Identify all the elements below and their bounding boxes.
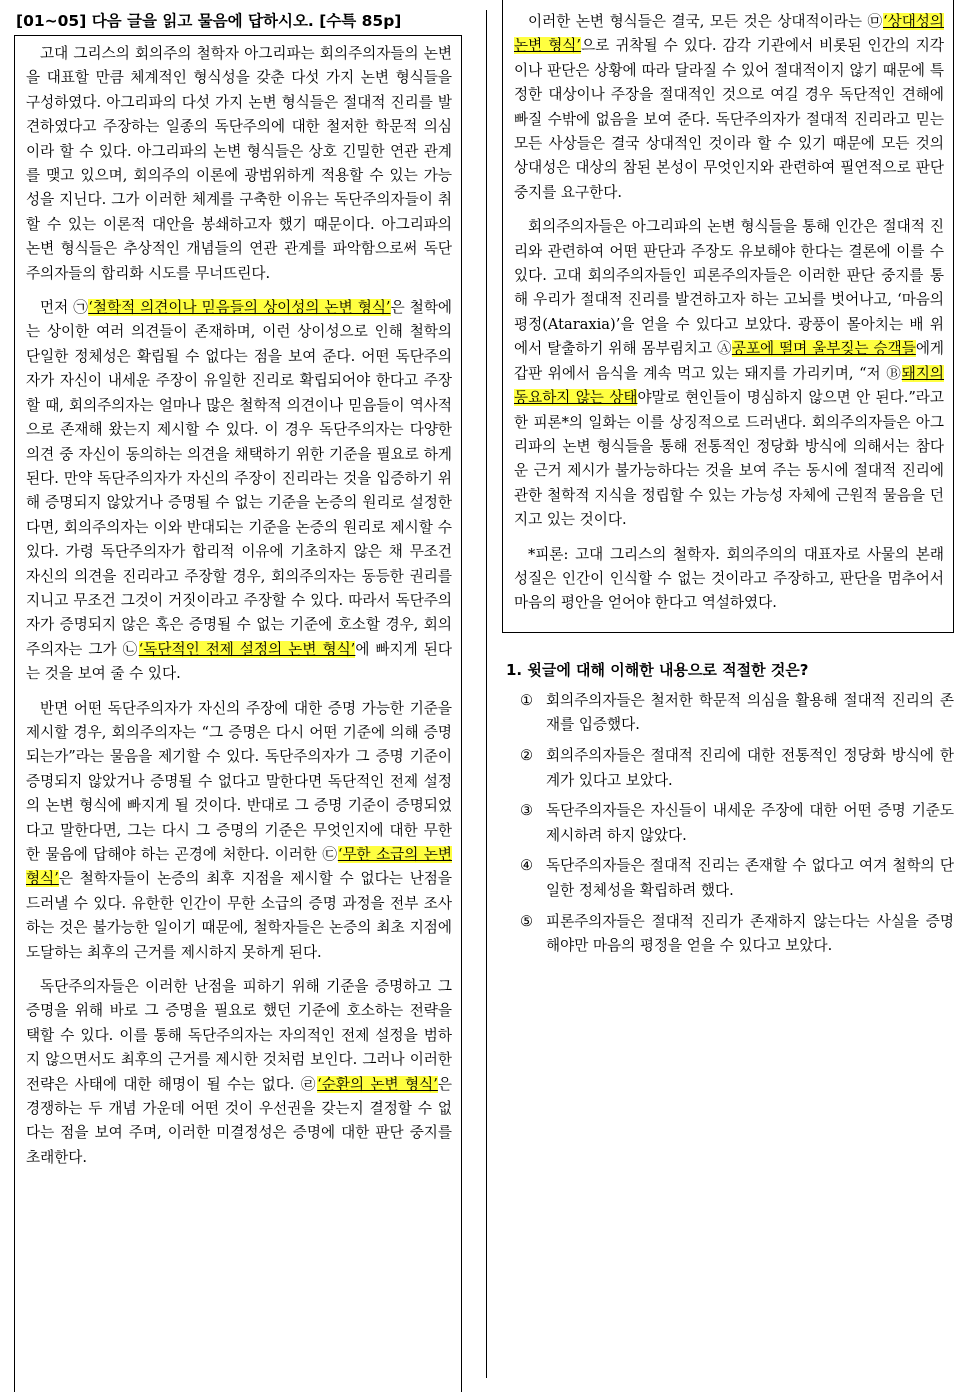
option-text: 회의주의자들은 절대적 진리에 대한 전통적인 정당화 방식에 한계가 있다고 보았다. — [546, 746, 954, 789]
paragraph-1: 고대 그리스의 회의주의 철학자 아그리파는 회의주의자들의 논변을 대표할 만큼 체계적인 형식성을 갖춘 다섯 가지 논변 형식들을 구성하였다. 아그리파의 다섯 가지 논변 형식들은 절대적 진리를 발견하였다고 주장하는 일종의 독단주의에 대한 철저한 학문적 의심이라 할 수 있다. 아그리파의 논변 형식들은 상호 긴밀한 연관 관계를 맺고 있으며, 회의주의 이론에 광범위하게 적용할 수 있는 가능성을 지닌다. 그가 이러한 체계를 구축한 이유는 독단주의자들이 취할 수 있는 이론적 대안을 봉쇄하고자 했기 때문이다. 아그리파의 논변 형식들은 추상적인 개념들의 연관 관계를 파악함으로써 독단주의자들의 합리화 시도를 무너뜨린다. — [26, 45, 452, 282]
paragraph-2 — [26, 296, 452, 687]
left-column — [14, 0, 462, 1392]
passage-box-left — [14, 36, 462, 1392]
paragraph-3-body: 은 철학자들이 논증의 최후 지점을 제시할 수 없다는 난점을 드러낼 수 있다. 유한한 인간이 무한 소급의 증명 과정을 전부 조사하는 것은 불가능한 일이기 때문에, 철학자들은 논증의 최초 지점에 도달하는 최후의 근거를 제시하지 못하게 된다. — [26, 870, 452, 961]
highlight-argument-c: ‘무한 소급의 논변 형식’ — [26, 846, 452, 888]
passage-header: [01~05] 다음 글을 읽고 물음에 답하시오. [수특 85p] — [14, 0, 462, 36]
option-text: 독단주의자들은 절대적 진리는 존재할 수 없다고 여겨 철학의 단일한 정체성을 확립하려 했다. — [546, 857, 954, 899]
footnote: *피론: 고대 그리스의 철학자. 회의주의의 대표자로 사물의 본래 성질은 인간이 인식할 수 없는 것이라고 주장하고, 판단을 멈추어서 마음의 평안을 얻어야 한다고 역설하였다. — [514, 545, 944, 612]
highlight-argument-a: ‘철학적 의견이나 믿음들의 상이성의 논변 형식’ — [88, 299, 391, 317]
option-number: ① — [520, 691, 534, 709]
option-number: ⑤ — [520, 912, 534, 930]
paragraph-3-lead: 반면 어떤 독단주의자가 자신의 주장에 대한 증명 가능한 기준을 제시할 경우, 회의주의자는 “그 증명은 다시 어떤 기준에 의해 증명되는가”라는 물음을 제기할 수 있다. 독단주의자가 그 증명 기준이 증명되지 않았거나 증명될 수 없다고 말한다면 독단적인 전제 설정의 논변 형식에 빠지게 될 것이다. 반대로 그 증명 기준이 증명되었다고 말한다면, 그는 다시 그 증명의 기준은 무엇인지에 대한 무한한 물음에 답해야 하는 곤경에 처한다. 이러한 ㉢ — [26, 699, 452, 863]
option-number: ③ — [520, 802, 534, 820]
paragraph-4-body: 은 경쟁하는 두 개념 가운데 어떤 것이 우선권을 갖는지 결정할 수 없다는 점을 보여 주며, 이러한 미결정성은 증명에 대한 판단 중지를 초래한다. — [26, 1075, 452, 1166]
passage-box-right — [502, 0, 954, 633]
option-text: 회의주의자들은 철저한 학문적 의심을 활용해 절대적 진리의 존재를 입증했다. — [546, 691, 954, 734]
paragraph-5 — [514, 10, 944, 205]
paragraph-6-mid: 에게 갑판 위에서 음식을 계속 먹고 있는 돼지를 가리키며, “저 Ⓑ — [514, 340, 945, 382]
highlight-pig-state: 돼지의 동요하지 않는 상태 — [514, 364, 944, 407]
option-text: 독단주의자들은 자신들이 내세운 주장에 대한 어떤 증명 기준도 제시하려 하지 않았다. — [546, 802, 954, 844]
paragraph-2-lead: 먼저 ㉠ — [40, 299, 89, 317]
paragraph-4 — [26, 975, 452, 1170]
highlight-argument-d: ‘순환의 논변 형식’ — [317, 1075, 438, 1093]
highlight-passengers: 공포에 떨며 울부짖는 승객들 — [731, 340, 916, 358]
column-divider — [486, 10, 487, 1378]
answer-option-4[interactable] — [520, 854, 954, 903]
paragraph-6-end: 야말로 현인들이 명심하지 않으면 안 된다.”라고 한 피론*의 일화는 이를 상징적으로 드러낸다. 회의주의자들은 아그리파의 논변 형식들을 통해 전통적인 정당화 방식에 의해서는 참다운 근거 제시가 불가능하다는 것을 보여 주는 동시에 절대적 진리에 관한 철학적 지식을 정립할 수 있는 가능성 자체에 근원적 물음을 던지고 있는 것이다. — [514, 389, 945, 529]
paragraph-4-lead: 독단주의자들은 이러한 난점을 피하기 위해 기준을 증명하고 그 증명을 위해 바로 그 증명을 필요로 했던 기준에 호소하는 전략을 택할 수 있다. 이를 통해 독단주의자는 자의적인 전제 설정을 범하지 않으면서도 최후의 근거를 제시한 것처럼 보인다. 그러나 이러한 전략은 사태에 대한 해명이 될 수는 없다. ㉣ — [26, 978, 452, 1093]
paragraph-6-lead: 회의주의자들은 아그리파의 논변 형식들을 통해 인간은 절대적 진리와 관련하여 어떤 판단과 주장도 유보해야 한다는 결론에 이를 수 있다. 고대 회의주의자들인 피론주의자들은 이러한 판단 중지를 통해 우리가 절대적 진리를 발견하고자 하는 고뇌를 벗어나고, ‘마음의 평정(Ataraxia)’을 얻을 수 있다고 보았다. 광풍이 몰아치는 배 위에서 탈출하기 위해 몸부림치고 Ⓐ — [514, 218, 944, 358]
paragraph-3 — [26, 697, 452, 965]
highlight-argument-e: ‘상대성의 논변 형식’ — [514, 13, 944, 55]
answer-option-5[interactable] — [520, 910, 954, 959]
right-column — [502, 0, 954, 965]
paragraph-5-body: 으로 귀착될 수 있다. 감각 기관에서 비롯된 인간의 지각이나 판단은 상황에 따라 달라질 수 있어 절대적이지 않기 때문에 특정한 대상이나 주장을 절대적인 것으로 여길 경우 독단적인 견해에 빠질 수밖에 없음을 보여 준다. 독단주의자가 절대적 진리라고 믿는 모든 사상들은 결국 상대적인 것이라 할 수 있기 때문에 모든 것의 상대성은 대상의 참된 본성이 무엇인지와 관련하여 필연적으로 판단 중지를 요구한다. — [514, 37, 945, 201]
paragraph-6 — [514, 215, 944, 532]
answer-option-2[interactable] — [520, 744, 954, 793]
answer-option-1[interactable] — [520, 689, 954, 738]
paragraph-2-end: 에 빠지게 된다는 것을 보여 줄 수 있다. — [26, 640, 452, 683]
question-1 — [502, 659, 954, 959]
option-number: ② — [520, 746, 534, 764]
paragraph-5-lead: 이러한 논변 형식들은 결국, 모든 것은 상대적이라는 ㉤ — [528, 13, 883, 30]
answer-option-3[interactable] — [520, 799, 954, 848]
highlight-argument-b: ‘독단적인 전제 설정의 논변 형식’ — [138, 640, 356, 658]
question-title: 1. 윗글에 대해 이해한 내용으로 적절한 것은? — [506, 660, 809, 679]
option-text: 피론주의자들은 절대적 진리가 존재하지 않는다는 사실을 증명해야만 마음의 평정을 얻을 수 있다고 보았다. — [546, 912, 954, 955]
option-number: ④ — [520, 857, 534, 875]
paragraph-2-body: 은 철학에는 상이한 여러 의견들이 존재하며, 이런 상이성으로 인해 철학의 단일한 정체성은 확립될 수 없다는 점을 보여 준다. 어떤 독단주의자가 자신이 내세운 주장이 유일한 진리로 확립되어야 한다고 주장할 때, 회의주의자는 얼마나 많은 철학적 의견이나 믿음들이 역사적으로 존재해 왔는지 제시할 수 있다. 이 경우 독단주의자는 다양한 의견 중 자신이 동의하는 의견을 채택하기 위한 기준을 필요로 하게 된다. 만약 독단주의자가 자신의 주장이 진리라는 것을 입증하기 위해 증명되지 않았거나 증명될 수 없는 기준을 논증의 원리로 설정한다면, 회의주의자는 이와 반대되는 기준을 논증의 원리로 제시할 수 있다. 가령 독단주의자가 합리적 이유에 기초하지 않은 채 무조건 자신의 의견을 진리라고 주장할 경우, 회의주의자는 동등한 권리를 지니고 무조건 그것이 거짓이라고 주장할 수 있다. 따라서 독단주의자가 증명되지 않은 혹은 증명될 수 없는 기준에 호소할 경우, 회의주의자는 그가 ㉡ — [26, 299, 453, 658]
